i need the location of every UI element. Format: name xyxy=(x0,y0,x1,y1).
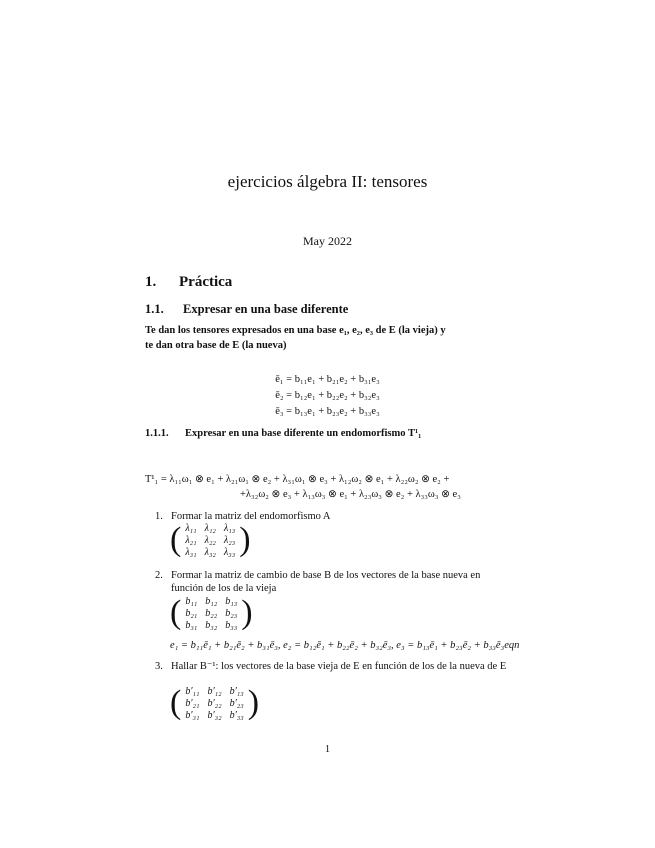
matrix-cell: λ₁₃ xyxy=(223,522,236,534)
document-title: ejercicios álgebra II: tensores xyxy=(227,172,428,191)
matrix-cell: b′₂₁ xyxy=(185,697,200,709)
left-paren: ( xyxy=(170,594,182,631)
subsection-heading xyxy=(145,302,348,317)
base-eq-2: ē₂ = b₁₂e₁ + b₂₂e₂ + b₃₂e₃ xyxy=(275,390,380,401)
subsubsection-label: Expresar en una base diferente un endomorfismo T¹₁ xyxy=(185,428,422,439)
matrix-cell: b₃₂ xyxy=(205,619,218,631)
base-eq-3: ē₃ = b₁₃e₁ + b₂₃e₂ + b₃₃e₃ xyxy=(275,406,380,417)
matrix-cell: λ₃₁ xyxy=(185,546,197,558)
matrix-cell: b′₂₃ xyxy=(229,697,244,709)
list-item-number: 1. xyxy=(155,511,163,522)
matrix-cell: b₃₃ xyxy=(225,619,238,631)
intro-paragraph xyxy=(145,323,515,353)
list-item xyxy=(155,569,511,595)
section-heading xyxy=(145,274,232,291)
matrix-cell: b′₃₂ xyxy=(207,709,222,721)
intro-line-2: te dan otra base de E (la nueva) xyxy=(145,340,287,351)
matrix-cell: λ₁₂ xyxy=(204,522,216,534)
matrix-cell: λ₃₃ xyxy=(223,546,236,558)
matrix-B-inverse xyxy=(170,685,259,721)
list-item-text: Hallar B⁻¹: los vectores de la base vieja de E en función de los de la nueva de E xyxy=(171,661,507,672)
matrix-cell: b′₁₂ xyxy=(207,685,222,697)
subsection-label: Expresar en una base diferente xyxy=(183,302,349,316)
matrix-cell: b₁₂ xyxy=(205,595,218,607)
list-item-text: Formar la matriz del endomorfismo A xyxy=(171,511,331,522)
matrix-cell: b₃₁ xyxy=(185,619,198,631)
list-item-text: Formar la matriz de cambio de base B de los vectores de la base nueva en función de los de la vieja xyxy=(171,570,481,594)
left-paren: ( xyxy=(170,521,182,558)
subsubsection-number: 1.1.1. xyxy=(145,428,169,439)
document-date: May 2022 xyxy=(303,234,352,248)
intro-line-1: Te dan los tensores expresados en una base e₁, e₂, e₃ de E (la vieja) y xyxy=(145,325,446,336)
matrix-cell: λ₃₂ xyxy=(204,546,216,558)
matrix-A xyxy=(170,522,251,558)
page-number: 1 xyxy=(324,744,331,755)
matrix-cell: b′₃₁ xyxy=(185,709,200,721)
matrix-cell: b₂₁ xyxy=(185,607,198,619)
matrix-cell: λ₂₃ xyxy=(223,534,236,546)
matrix-cell: λ₂₂ xyxy=(204,534,216,546)
matrix-cell: b′₃₃ xyxy=(229,709,244,721)
list-item-number: 3. xyxy=(155,661,163,672)
right-paren: ) xyxy=(239,521,251,558)
tensor-equation-line-2: +λ₃₂ω₂ ⊗ e₃ + λ₁₃ω₃ ⊗ e₁ + λ₂₃ω₃ ⊗ e₂ + λ₃₃ω₃ ⊗ e₃ xyxy=(240,489,461,500)
section-number: 1. xyxy=(145,274,157,290)
matrix-cell: b₂₃ xyxy=(225,607,238,619)
old-basis-equation: e₁ = b₁₁ē₁ + b₂₁ē₂ + b₃₁ē₃, e₂ = b₁₂ē₁ + b₂₂ē₂ + b₃₂ē₃, e₃ = b₁₃ē₁ + b₂₃ē₂ + b₃₃ē₃eqn xyxy=(170,640,520,651)
base-equations xyxy=(0,372,655,420)
matrix-B xyxy=(170,595,253,631)
subsection-number: 1.1. xyxy=(145,302,164,316)
matrix-cell: λ₂₁ xyxy=(185,534,197,546)
right-paren: ) xyxy=(241,594,253,631)
list-item xyxy=(155,660,511,673)
list-item-number: 2. xyxy=(155,570,163,581)
section-label: Práctica xyxy=(179,274,233,290)
matrix-cell: b₁₁ xyxy=(185,595,198,607)
tensor-equation-line-1: T¹₁ = λ₁₁ω₁ ⊗ e₁ + λ₂₁ω₁ ⊗ e₂ + λ₃₁ω₁ ⊗ e₃ + λ₁₂ω₂ ⊗ e₁ + λ₂₂ω₂ ⊗ e₂ + xyxy=(145,474,450,485)
matrix-cell: b′₁₁ xyxy=(185,685,200,697)
matrix-cell: λ₁₁ xyxy=(185,522,197,534)
left-paren: ( xyxy=(170,684,182,721)
subsubsection-heading xyxy=(145,428,421,439)
matrix-cell: b₂₂ xyxy=(205,607,218,619)
matrix-cell: b₁₃ xyxy=(225,595,238,607)
matrix-cell: b′₂₂ xyxy=(207,697,222,709)
matrix-cell: b′₁₃ xyxy=(229,685,244,697)
base-eq-1: ē₁ = b₁₁e₁ + b₂₁e₂ + b₃₁e₃ xyxy=(275,374,380,385)
right-paren: ) xyxy=(247,684,260,721)
